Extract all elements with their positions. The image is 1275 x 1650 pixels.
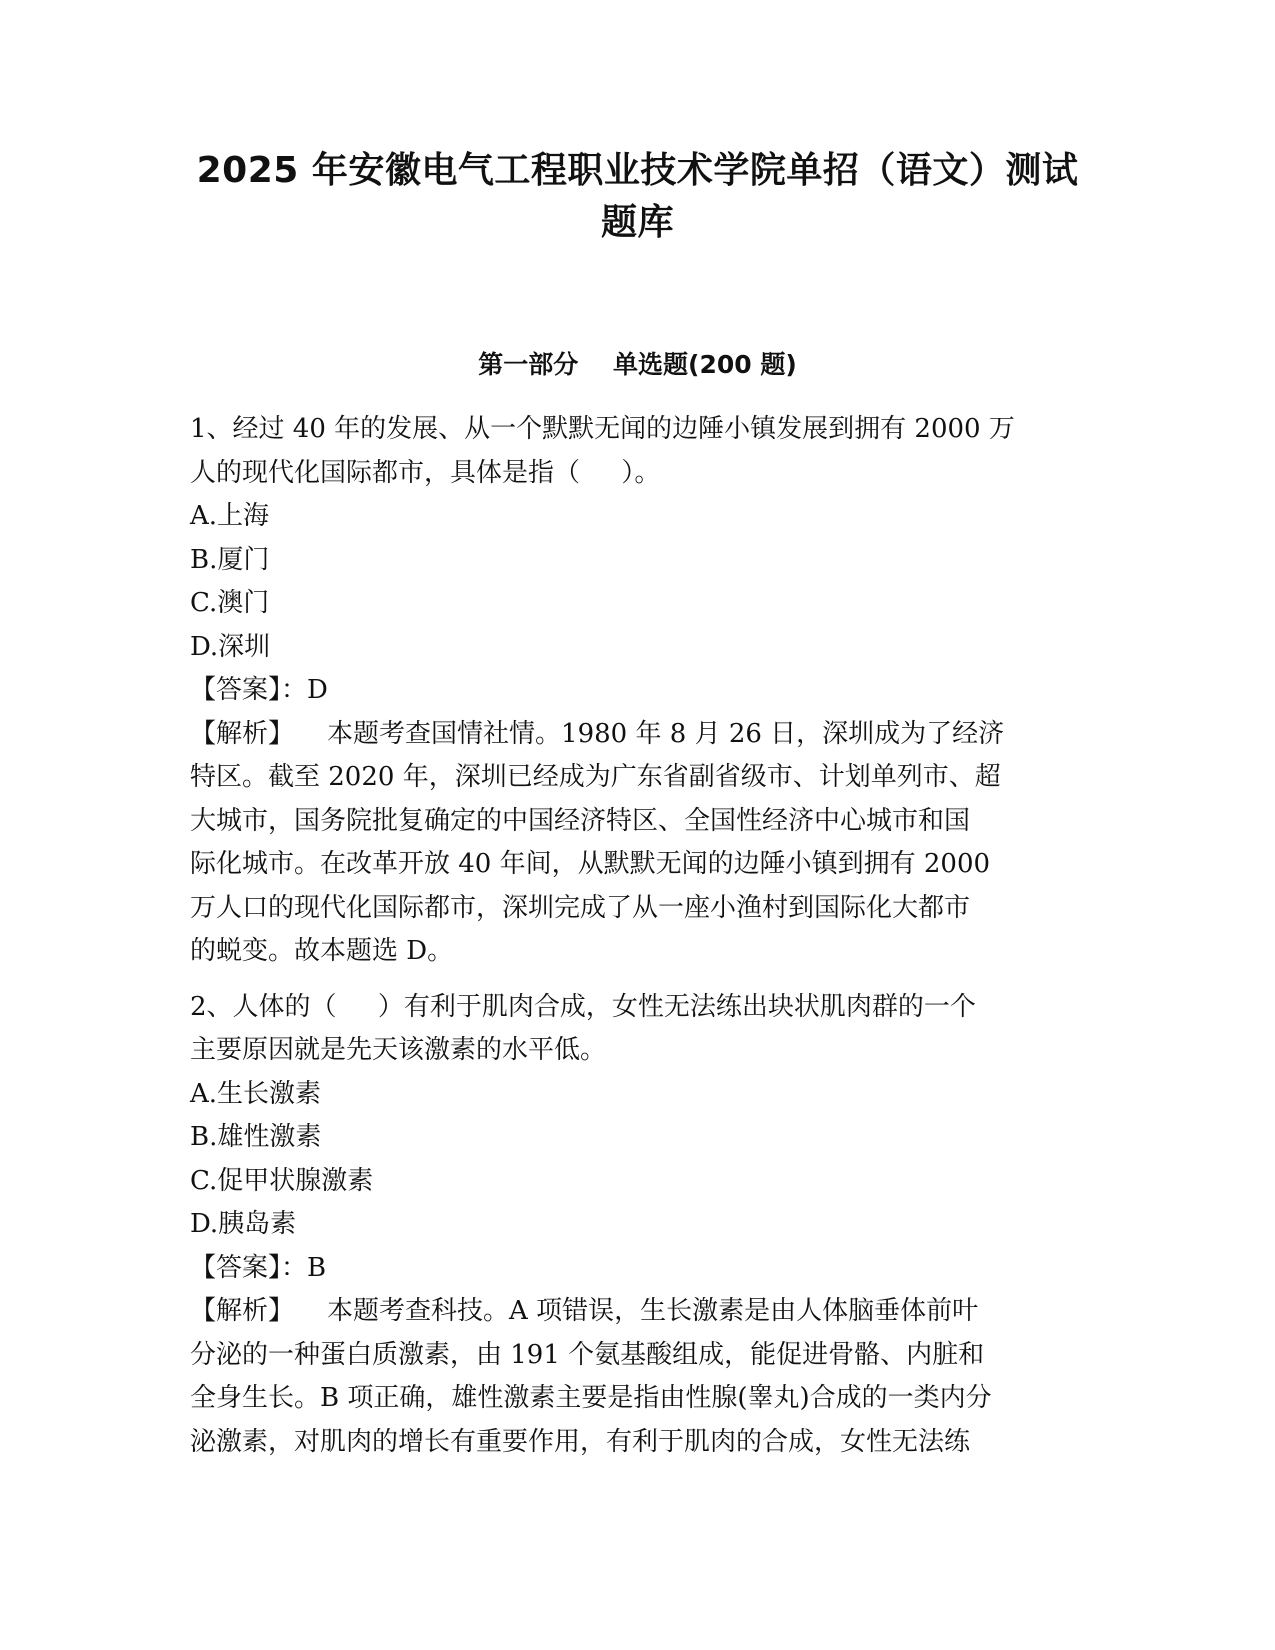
option-d: D.深圳 (190, 631, 271, 662)
question-stem-line: 2、人体的（ ）有利于肌肉合成，女性无法练出块状肌肉群的一个 (190, 991, 976, 1022)
option-d: D.胰岛素 (190, 1209, 297, 1239)
document-title (150, 145, 1125, 249)
option-c: C.澳门 (190, 588, 270, 618)
answer-line: 【答案】：D (190, 675, 328, 705)
analysis-line: 全身生长。B 项正确，雄性激素主要是指由性腺(睾丸)合成的一类内分 (190, 1383, 992, 1413)
answer-line: 【答案】：B (190, 1252, 327, 1283)
option-c: C.促甲状腺激素 (190, 1165, 374, 1196)
analysis-line: 【解析】 本题考查科技。A 项错误，生长激素是由人体脑垂体前叶 (190, 1296, 979, 1326)
analysis-line: 【解析】 本题考查国情社情。1980 年 8 月 26 日，深圳成为了经济 (190, 718, 1005, 749)
option-a: A.上海 (190, 501, 270, 531)
analysis-line: 际化城市。在改革开放 40 年间，从默默无闻的边陲小镇到拥有 2000 (190, 849, 991, 879)
option-a: A.生长激素 (190, 1078, 322, 1109)
analysis-line: 分泌的一种蛋白质激素，由 191 个氨基酸组成，能促进骨骼、内脏和 (190, 1339, 985, 1370)
analysis-line: 大城市，国务院批复确定的中国经济特区、全国性经济中心城市和国 (190, 805, 971, 836)
analysis-line: 泌激素，对肌肉的增长有重要作用，有利于肌肉的合成，女性无法练 (190, 1426, 971, 1457)
option-b: B.厦门 (190, 544, 270, 575)
question-list (190, 408, 1090, 1464)
title-line-2: 题库 (600, 202, 674, 243)
question-stem-line: 人的现代化国际都市，具体是指（ ）。 (190, 457, 661, 488)
question-1 (190, 408, 1090, 974)
analysis-line: 万人口的现代化国际都市，深圳完成了从一座小渔村到国际化大都市 (190, 892, 971, 923)
question-stem-line: 主要原因就是先天该激素的水平低。 (190, 1035, 607, 1065)
question-stem-line: 1、经过 40 年的发展、从一个默默无闻的边陲小镇发展到拥有 2000 万 (190, 414, 1015, 444)
analysis-line: 特区。截至 2020 年，深圳已经成为广东省副省级市、计划单列市、超 (190, 762, 1001, 792)
option-b: B.雄性激素 (190, 1122, 322, 1152)
question-2 (190, 986, 1090, 1465)
title-line-1: 2025 年安徽电气工程职业技术学院单招（语文）测试 (196, 150, 1079, 191)
question-gap (190, 974, 1090, 986)
analysis-line: 的蜕变。故本题选 D。 (190, 936, 454, 966)
section-heading: 第一部分 单选题(200 题) (478, 350, 797, 379)
